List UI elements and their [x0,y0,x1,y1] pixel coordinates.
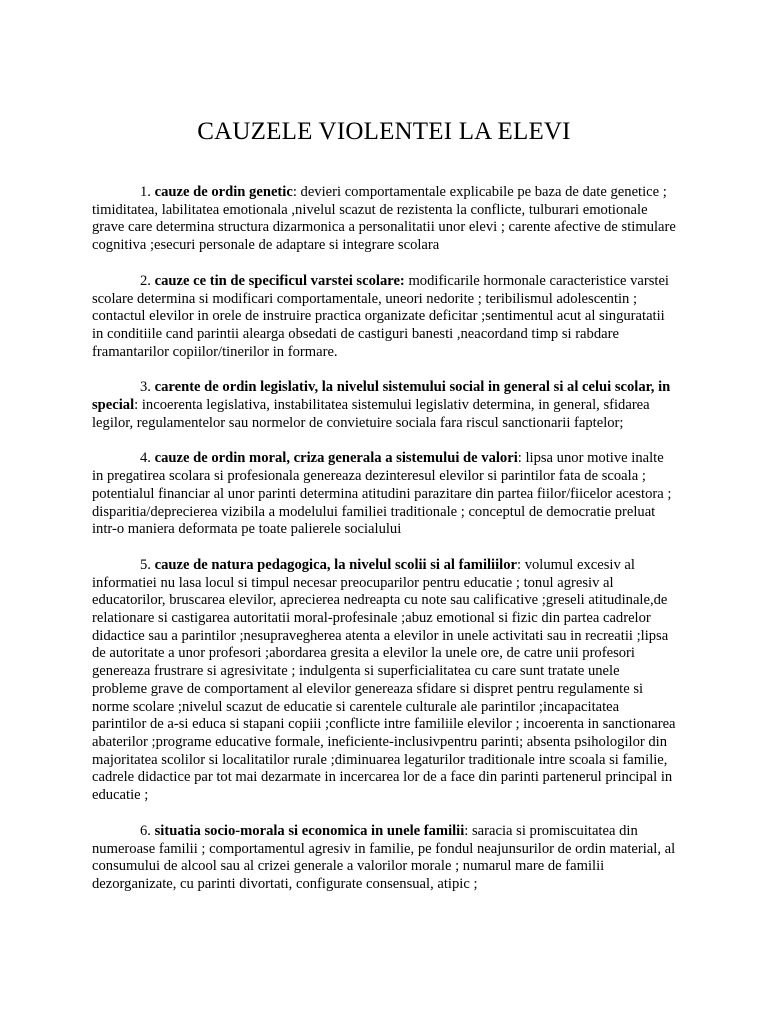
item-number: 1. [140,184,151,200]
item-heading: cauze de ordin moral, criza generala a sistemului de valori [154,450,518,467]
item-heading: situatia socio-morala si economica in unele familii [154,822,465,839]
document-title: CAUZELE VIOLENTEI LA ELEVI [197,118,571,145]
item-heading: carente de ordin legislativ, la nivelul sistemului social in general si al celui scolar, in special [92,379,671,414]
list-item [92,557,676,805]
item-text: : lipsa unor motive inalte in pregatirea scolara si profesionala genereaza dezinteresul elevilor si parintilor fata de scoala ; potentialul financiar al unor parinti determina atitudini parazitare din partea fiilor/fiicelor acestora ; disparitia/deprecierea vizibila a modelului familiei traditionale ; conceptul de democratie preluat intr-o maniera deformata pe toate palierele socialului [92,450,672,538]
item-number: 2. [140,272,151,289]
item-text: modificarile hormonale caracteristice varstei scolare determina si modificari comportamentale, uneori nedorite ; teribilismul adolescentin ; contactul elevilor in orele de instruire practica organizate deficitar ;sentimentul acut al singuratatii in conditiile cand parintii alearga obsedati de castiguri banesti ,neacordand timp si rabdare framantarilor copiilor/tinerilor in formare. [92,272,669,360]
item-text: : saracia si promiscuitatea din numeroase familii ; comportamentul agresiv in familie, pe fondul neajunsurilor de ordin material, al consumului de alcool sau al crizei generale a valorilor morale ; numarul mare de familii dezorganizate, cu parinti divortati, configurate consensual, atipic ; [92,822,676,892]
item-heading: cauze de natura pedagogica, la nivelul scolii si al familiilor [154,556,517,573]
list-item [92,379,676,432]
item-text: : volumul excesiv al informatiei nu lasa locul si timpul necesar preocuparilor pentru educatie ; tonul agresiv al educatorilor, bruscarea elevilor, aprecierea nedreapta cu note sau calificative ;greseli atitudinale,de relationare si castigarea autoritatii moral-profesinale ;abuz emotional si fizic din partea cadrelor didactice sau a parintilor ;nesupravegherea atenta a elevilor in unele activitati sau in recreatii ;lipsa de autoritate a unor profesori ;abordarea gresita a elevilor la unele ore, de catre unii profesori genereaza frustrare si agresivitate ; indulgenta si superficialitatea cu care sunt tratate unele probleme grave de comportament al elevilor genereaza sfidare si dispret pentru regulamente si norme scolare ;nivelul scazut de educatie si carentele culturale ale parintilor ;incapacitatea parintilor de a-si educa si stapani copiii ;conflicte intre familiile elevilor ; incoerenta in sanctionarea abaterilor ;programe educative formale, ineficiente-inclusivpentru parinti; absenta psihologilor din majoritatea scolilor si localitatilor rurale ;diminuarea legaturilor traditionale intre scoala si familie, cadrele didactice par tot mai dezarmate in incercarea lor de a face din parinti partenerul principal in educatie ; [92,556,676,804]
list-item [92,273,676,362]
item-text: : devieri comportamentale explicabile pe baza de date genetice ; timiditatea, labilitatea emotionala ,nivelul scazut de rezistenta la conflicte, tulburari emotionale grave care determina structura dizarmonica a personalitatii unor elevi ; carente afective de stimulare cognitiva ;esecuri personale de adaptare si integrare scolara [92,184,676,254]
list-item [92,450,676,539]
item-heading: cauze ce tin de specificul varstei scolare: [154,272,405,289]
item-number: 5. [140,556,155,573]
item-text: : incoerenta legislativa, instabilitatea sistemului legislativ determina, in general, sfidarea legilor, regulamentelor sau normelor de convietuire sociala fara riscul sanctionarii faptelor; [92,397,650,431]
item-number: 6. [140,822,151,839]
item-number: 4. [140,450,155,467]
item-heading: cauze de ordin genetic [154,184,293,200]
list-item [92,823,676,894]
list-item [92,184,676,255]
item-number: 3. [140,379,151,396]
